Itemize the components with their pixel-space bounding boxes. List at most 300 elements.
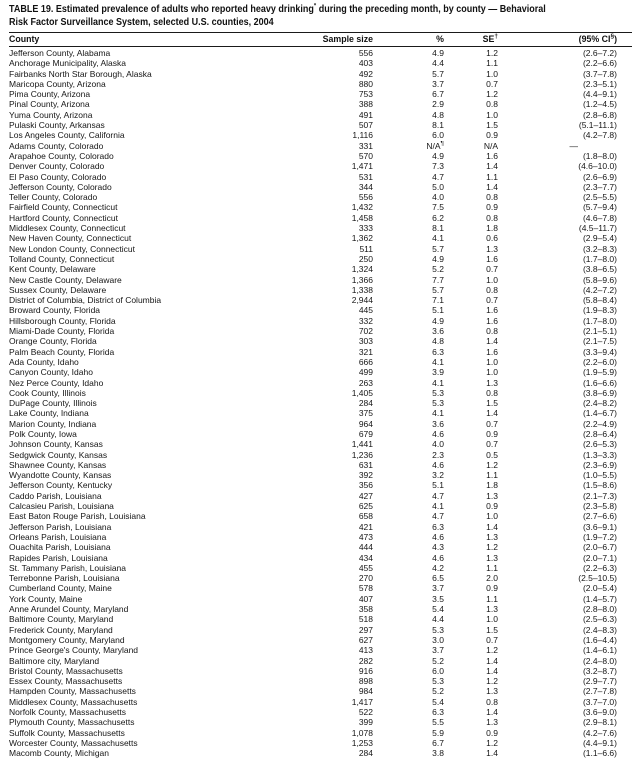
table-row bbox=[9, 182, 632, 192]
percent-cell: 4.9 bbox=[432, 150, 444, 161]
table-row bbox=[9, 501, 632, 511]
county-cell: Hillsborough County, Florida bbox=[9, 315, 116, 326]
table-row bbox=[9, 47, 632, 59]
percent-cell: 4.6 bbox=[432, 531, 444, 542]
sample-size-cell: 492 bbox=[358, 68, 373, 79]
ci-cell: (2.6–6.9) bbox=[582, 171, 617, 182]
ci-cell: (2.9–8.1) bbox=[582, 717, 617, 728]
table-row bbox=[9, 666, 632, 676]
ci-cell: (2.1–5.1) bbox=[582, 326, 617, 337]
county-cell: Tolland County, Connecticut bbox=[9, 253, 115, 264]
se-cell: 0.8 bbox=[486, 212, 498, 223]
table-row bbox=[9, 233, 632, 243]
table-row bbox=[9, 367, 632, 377]
sample-size-cell: 1,078 bbox=[351, 727, 373, 738]
county-cell: Middlesex County, Connecticut bbox=[9, 223, 126, 234]
se-cell: 1.5 bbox=[486, 624, 498, 635]
sample-size-cell: 356 bbox=[358, 480, 373, 491]
percent-cell: 4.1 bbox=[432, 501, 444, 512]
sample-size-cell: 570 bbox=[358, 150, 373, 161]
se-cell: 1.6 bbox=[486, 315, 498, 326]
percent-cell: 3.7 bbox=[432, 645, 444, 656]
sample-size-cell: 250 bbox=[358, 253, 373, 264]
se-cell: 1.3 bbox=[486, 243, 498, 254]
percent-cell: 5.7 bbox=[432, 243, 444, 254]
ci-cell: (3.6–9.1) bbox=[582, 521, 617, 532]
sample-size-cell: 1,417 bbox=[351, 696, 373, 707]
table-row bbox=[9, 553, 632, 563]
sample-size-cell: 556 bbox=[358, 48, 373, 58]
se-cell: 0.7 bbox=[486, 634, 498, 645]
table-row bbox=[9, 130, 632, 140]
ci-cell: (4.2–7.2) bbox=[582, 284, 617, 295]
county-cell: Palm Beach County, Florida bbox=[9, 346, 115, 357]
sample-size-cell: 434 bbox=[358, 552, 373, 563]
ci-cell: (1.4–6.1) bbox=[582, 645, 617, 656]
se-cell: 1.1 bbox=[486, 58, 498, 69]
se-cell: 1.4 bbox=[486, 665, 498, 676]
se-cell: 0.7 bbox=[486, 418, 498, 429]
ci-cell: (2.5–10.5) bbox=[578, 573, 617, 584]
percent-cell: 5.7 bbox=[432, 284, 444, 295]
table-row bbox=[9, 141, 632, 151]
ci-cell: (4.6–7.8) bbox=[582, 212, 617, 223]
table-row bbox=[9, 69, 632, 79]
ci-cell: (1.9–5.9) bbox=[582, 367, 617, 378]
sample-size-cell: 399 bbox=[358, 717, 373, 728]
table-row bbox=[9, 419, 632, 429]
ci-cell: (1.4–5.7) bbox=[582, 593, 617, 604]
table-row bbox=[9, 635, 632, 645]
table-row bbox=[9, 213, 632, 223]
percent-cell: 3.7 bbox=[432, 583, 444, 594]
sample-size-cell: 1,458 bbox=[351, 212, 373, 223]
sample-size-cell: 321 bbox=[358, 346, 373, 357]
percent-cell: 4.1 bbox=[432, 377, 444, 388]
percent-cell: 7.3 bbox=[432, 161, 444, 172]
table-row bbox=[9, 676, 632, 686]
county-cell: Plymouth County, Massachusetts bbox=[9, 717, 135, 728]
table-row bbox=[9, 686, 632, 696]
se-cell: 1.2 bbox=[486, 737, 498, 748]
ci-cell: (2.3–6.9) bbox=[582, 459, 617, 470]
county-cell: Ouachita Parish, Louisiana bbox=[9, 542, 111, 553]
county-cell: Worcester County, Massachusetts bbox=[9, 737, 138, 748]
county-cell: Fairbanks North Star Borough, Alaska bbox=[9, 68, 152, 79]
table-row bbox=[9, 563, 632, 573]
county-cell: Los Angeles County, California bbox=[9, 130, 125, 141]
percent-cell: 7.7 bbox=[432, 274, 444, 285]
se-cell: 1.0 bbox=[486, 274, 498, 285]
ci-cell: (1.6–4.4) bbox=[582, 634, 617, 645]
percent-cell: 5.0 bbox=[432, 181, 444, 192]
ci-cell: (1.7–8.0) bbox=[582, 253, 617, 264]
ci-cell: (2.2–6.0) bbox=[582, 356, 617, 367]
se-cell: 0.9 bbox=[486, 130, 498, 141]
percent-cell: 4.7 bbox=[432, 490, 444, 501]
percent-cell: 4.6 bbox=[432, 552, 444, 563]
percent-cell: 4.8 bbox=[432, 109, 444, 120]
sample-size-cell: 984 bbox=[358, 686, 373, 697]
sample-size-cell: 455 bbox=[358, 562, 373, 573]
percent-cell: 3.6 bbox=[432, 418, 444, 429]
county-cell: Sussex County, Delaware bbox=[9, 284, 107, 295]
county-cell: Macomb County, Michigan bbox=[9, 748, 109, 759]
county-cell: Teller County, Colorado bbox=[9, 192, 98, 203]
table-row bbox=[9, 717, 632, 727]
table-row bbox=[9, 192, 632, 202]
table-row bbox=[9, 79, 632, 89]
ci-cell: (1.9–7.2) bbox=[582, 531, 617, 542]
percent-cell: 5.3 bbox=[432, 624, 444, 635]
sample-size-cell: 518 bbox=[358, 614, 373, 625]
table-title-text-continued: during the preceding month, by county — Behavioral bbox=[316, 4, 546, 15]
table-row bbox=[9, 120, 632, 130]
county-cell: Arapahoe County, Colorado bbox=[9, 150, 114, 161]
percent-cell: 4.1 bbox=[432, 233, 444, 244]
sample-size-cell: 332 bbox=[358, 315, 373, 326]
percent-cell: 4.8 bbox=[432, 336, 444, 347]
county-cell: Adams County, Colorado bbox=[9, 140, 104, 151]
sample-size-cell: 625 bbox=[358, 501, 373, 512]
county-cell: Pulaski County, Arkansas bbox=[9, 120, 105, 131]
table-title-line1 bbox=[9, 4, 570, 17]
percent-cell: 6.2 bbox=[432, 212, 444, 223]
se-cell: 1.4 bbox=[486, 336, 498, 347]
county-cell: Hartford County, Connecticut bbox=[9, 212, 118, 223]
table-row bbox=[9, 707, 632, 717]
ci-cell: (2.1–7.5) bbox=[582, 336, 617, 347]
table-row bbox=[9, 728, 632, 738]
county-cell: Broward County, Florida bbox=[9, 305, 101, 316]
sample-size-cell: 880 bbox=[358, 78, 373, 89]
county-cell: Johnson County, Kansas bbox=[9, 439, 103, 450]
ci-cell: (5.1–11.1) bbox=[578, 120, 617, 131]
percent-cell: 5.4 bbox=[432, 604, 444, 615]
county-cell: Orleans Parish, Louisiana bbox=[9, 531, 107, 542]
county-cell: Middlesex County, Massachusetts bbox=[9, 696, 138, 707]
table-row bbox=[9, 110, 632, 120]
se-cell: 1.2 bbox=[486, 676, 498, 687]
county-cell: Baltimore city, Maryland bbox=[9, 655, 100, 666]
table-row bbox=[9, 625, 632, 635]
ci-cell: (3.7–7.0) bbox=[582, 696, 617, 707]
table-row bbox=[9, 326, 632, 336]
table-row bbox=[9, 439, 632, 449]
column-header-ci: (95% CI§) bbox=[498, 33, 632, 47]
column-header-county: County bbox=[9, 33, 259, 47]
table-row bbox=[9, 388, 632, 398]
county-cell: Anne Arundel County, Maryland bbox=[9, 604, 129, 615]
sample-size-cell: 444 bbox=[358, 542, 373, 553]
percent-cell: 5.2 bbox=[432, 264, 444, 275]
county-cell: Prince George's County, Maryland bbox=[9, 645, 139, 656]
sample-size-cell: 1,253 bbox=[351, 737, 373, 748]
se-cell: 1.2 bbox=[486, 542, 498, 553]
percent-cell: 8.1 bbox=[432, 120, 444, 131]
ci-cell: (1.0–5.5) bbox=[582, 470, 617, 481]
ci-cell: (2.5–5.5) bbox=[582, 192, 617, 203]
se-cell: 1.5 bbox=[486, 398, 498, 409]
footnote-marker-se: † bbox=[494, 33, 498, 41]
county-cell: El Paso County, Colorado bbox=[9, 171, 107, 182]
sample-size-cell: 445 bbox=[358, 305, 373, 316]
percent-cell: 5.2 bbox=[432, 686, 444, 697]
table-row bbox=[9, 99, 632, 109]
se-cell: 1.1 bbox=[486, 171, 498, 182]
ci-cell: (5.8–9.6) bbox=[582, 274, 617, 285]
ci-cell: (1.7–8.0) bbox=[582, 315, 617, 326]
table-row bbox=[9, 450, 632, 460]
sample-size-cell: 702 bbox=[358, 326, 373, 337]
ci-cell: (2.0–6.7) bbox=[582, 542, 617, 553]
county-cell: Yuma County, Arizona bbox=[9, 109, 93, 120]
county-cell: New Haven County, Connecticut bbox=[9, 233, 132, 244]
table-row bbox=[9, 285, 632, 295]
percent-cell: 5.2 bbox=[432, 655, 444, 666]
percent-cell: 4.7 bbox=[432, 511, 444, 522]
sample-size-cell: 499 bbox=[358, 367, 373, 378]
county-cell: Baltimore County, Maryland bbox=[9, 614, 114, 625]
sample-size-cell: 627 bbox=[358, 634, 373, 645]
table-row bbox=[9, 429, 632, 439]
se-cell: 1.3 bbox=[486, 552, 498, 563]
percent-cell: 4.0 bbox=[432, 439, 444, 450]
sample-size-cell: 1,116 bbox=[352, 130, 373, 141]
sample-size-cell: 507 bbox=[358, 120, 373, 131]
footnote-marker-pilcrow: ¶ bbox=[440, 140, 444, 147]
table-row bbox=[9, 223, 632, 233]
se-cell: 2.0 bbox=[486, 573, 498, 584]
table-row bbox=[9, 748, 632, 758]
percent-cell: 3.5 bbox=[432, 593, 444, 604]
se-cell: 1.3 bbox=[486, 604, 498, 615]
se-cell: 1.8 bbox=[486, 223, 498, 234]
sample-size-cell: 407 bbox=[358, 593, 373, 604]
table-row bbox=[9, 470, 632, 480]
county-cell: Montgomery County, Maryland bbox=[9, 634, 125, 645]
percent-cell: 4.1 bbox=[432, 408, 444, 419]
sample-size-cell: 1,471 bbox=[351, 161, 373, 172]
sample-size-cell: 403 bbox=[358, 58, 373, 69]
se-cell: 0.8 bbox=[486, 99, 498, 110]
se-cell: 1.4 bbox=[486, 161, 498, 172]
percent-cell: 3.9 bbox=[432, 367, 444, 378]
se-cell: 1.0 bbox=[486, 68, 498, 79]
percent-cell: 8.1 bbox=[432, 223, 444, 234]
sample-size-cell: 916 bbox=[358, 665, 373, 676]
se-cell: 1.3 bbox=[486, 377, 498, 388]
percent-cell: 4.4 bbox=[432, 58, 444, 69]
county-cell: Orange County, Florida bbox=[9, 336, 97, 347]
sample-size-cell: 358 bbox=[358, 604, 373, 615]
percent-cell: 5.3 bbox=[432, 398, 444, 409]
sample-size-cell: 1,338 bbox=[351, 284, 373, 295]
se-cell: 0.5 bbox=[486, 449, 498, 460]
se-cell: 1.4 bbox=[486, 748, 498, 759]
table-row bbox=[9, 697, 632, 707]
ci-cell: (2.3–5.1) bbox=[582, 78, 617, 89]
county-cell: District of Columbia, District of Columbia bbox=[9, 295, 162, 306]
table-row bbox=[9, 594, 632, 604]
sample-size-cell: 333 bbox=[358, 223, 373, 234]
sample-size-cell: 964 bbox=[358, 418, 373, 429]
sample-size-cell: 421 bbox=[358, 521, 373, 532]
ci-cell: (3.8–6.9) bbox=[582, 387, 617, 398]
se-cell: 1.1 bbox=[486, 470, 498, 481]
table-row bbox=[9, 511, 632, 521]
county-cell: Lake County, Indiana bbox=[9, 408, 89, 419]
sample-size-cell: 1,236 bbox=[351, 449, 373, 460]
se-cell: 1.4 bbox=[486, 521, 498, 532]
percent-cell: 5.5 bbox=[432, 717, 444, 728]
ci-cell: (3.7–7.8) bbox=[582, 68, 617, 79]
county-cell: Pima County, Arizona bbox=[9, 89, 91, 100]
sample-size-cell: 658 bbox=[358, 511, 373, 522]
ci-cell: (2.7–7.8) bbox=[582, 686, 617, 697]
se-cell: 1.1 bbox=[486, 593, 498, 604]
se-cell: 0.7 bbox=[486, 295, 498, 306]
sample-size-cell: 413 bbox=[358, 645, 373, 656]
table-row bbox=[9, 244, 632, 254]
se-cell: 0.8 bbox=[486, 387, 498, 398]
sample-size-cell: 753 bbox=[358, 89, 373, 100]
se-cell: 1.4 bbox=[486, 655, 498, 666]
county-cell: Marion County, Indiana bbox=[9, 418, 97, 429]
se-cell: 0.8 bbox=[486, 326, 498, 337]
ci-cell: — bbox=[569, 140, 578, 151]
table-header bbox=[9, 33, 632, 47]
county-cell: Hampden County, Massachusetts bbox=[9, 686, 136, 697]
se-cell: 0.7 bbox=[486, 78, 498, 89]
ci-cell: (2.6–5.3) bbox=[582, 439, 617, 450]
percent-cell: 4.7 bbox=[432, 171, 444, 182]
table-row bbox=[9, 161, 632, 171]
table-row bbox=[9, 645, 632, 655]
sample-size-cell: 344 bbox=[358, 181, 373, 192]
ci-cell: (1.3–3.3) bbox=[582, 449, 617, 460]
percent-cell: 6.3 bbox=[432, 521, 444, 532]
county-cell: Kent County, Delaware bbox=[9, 264, 96, 275]
se-cell: 1.3 bbox=[486, 686, 498, 697]
table-row bbox=[9, 254, 632, 264]
se-cell: 1.4 bbox=[486, 408, 498, 419]
county-cell: Wyandotte County, Kansas bbox=[9, 470, 112, 481]
sample-size-cell: 666 bbox=[358, 356, 373, 367]
se-cell: 1.2 bbox=[486, 645, 498, 656]
ci-cell: (2.5–6.3) bbox=[582, 614, 617, 625]
table-row bbox=[9, 656, 632, 666]
ci-cell: (4.5–11.7) bbox=[578, 223, 617, 234]
county-cell: Cumberland County, Maine bbox=[9, 583, 112, 594]
sample-size-cell: 556 bbox=[358, 192, 373, 203]
sample-size-cell: 631 bbox=[358, 459, 373, 470]
county-cell: Shawnee County, Kansas bbox=[9, 459, 107, 470]
county-cell: Cook County, Illinois bbox=[9, 387, 86, 398]
ci-cell: (1.6–6.6) bbox=[582, 377, 617, 388]
ci-cell: (2.2–6.3) bbox=[582, 562, 617, 573]
table-row bbox=[9, 347, 632, 357]
table-row bbox=[9, 336, 632, 346]
se-cell: 1.4 bbox=[486, 181, 498, 192]
table-row bbox=[9, 151, 632, 161]
county-cell: New Castle County, Delaware bbox=[9, 274, 122, 285]
se-cell: 0.9 bbox=[486, 428, 498, 439]
percent-cell: 6.0 bbox=[432, 665, 444, 676]
se-cell: 1.6 bbox=[486, 305, 498, 316]
table-title-line2: Risk Factor Surveillance System, selected U.S. counties, 2004 bbox=[9, 16, 274, 28]
county-cell: Canyon County, Idaho bbox=[9, 367, 93, 378]
county-cell: East Baton Rouge Parish, Louisiana bbox=[9, 511, 146, 522]
ci-cell: (2.1–7.3) bbox=[582, 490, 617, 501]
percent-cell: 7.5 bbox=[432, 202, 444, 213]
ci-cell: (4.2–7.6) bbox=[582, 727, 617, 738]
sample-size-cell: 1,432 bbox=[351, 202, 373, 213]
table-row bbox=[9, 305, 632, 315]
column-header-sample-size: Sample size bbox=[259, 33, 373, 47]
ci-cell: (2.8–6.8) bbox=[582, 109, 617, 120]
se-cell: 1.0 bbox=[486, 511, 498, 522]
county-cell: Terrebonne Parish, Louisiana bbox=[9, 573, 120, 584]
ci-cell: (3.2–8.3) bbox=[582, 243, 617, 254]
ci-cell: (1.2–4.5) bbox=[582, 99, 617, 110]
sample-size-cell: 1,405 bbox=[351, 387, 373, 398]
se-cell: 1.6 bbox=[486, 150, 498, 161]
se-cell: 0.9 bbox=[486, 583, 498, 594]
ci-cell: (2.0–7.1) bbox=[582, 552, 617, 563]
percent-cell: 3.0 bbox=[432, 634, 444, 645]
percent-cell: 4.6 bbox=[432, 428, 444, 439]
ci-cell: (4.4–9.1) bbox=[582, 89, 617, 100]
county-cell: Essex County, Massachusetts bbox=[9, 676, 123, 687]
table-row bbox=[9, 573, 632, 583]
ci-cell: (2.4–8.0) bbox=[582, 655, 617, 666]
sample-size-cell: 531 bbox=[358, 171, 373, 182]
county-cell: Jefferson County, Kentucky bbox=[9, 480, 113, 491]
table-row bbox=[9, 58, 632, 68]
percent-cell: 6.3 bbox=[432, 707, 444, 717]
se-cell: 0.6 bbox=[486, 233, 498, 244]
percent-cell: 4.4 bbox=[432, 614, 444, 625]
se-cell: 0.8 bbox=[486, 284, 498, 295]
se-cell: N/A bbox=[483, 140, 498, 151]
table-title bbox=[9, 4, 632, 29]
ci-cell: (5.7–9.4) bbox=[582, 202, 617, 213]
se-cell: 1.3 bbox=[486, 490, 498, 501]
column-header-percent: % bbox=[373, 33, 444, 47]
county-cell: Frederick County, Maryland bbox=[9, 624, 113, 635]
prevalence-table bbox=[9, 32, 632, 758]
ci-cell: (1.4–6.7) bbox=[582, 408, 617, 419]
county-cell: DuPage County, Illinois bbox=[9, 398, 97, 409]
se-cell: 1.3 bbox=[486, 531, 498, 542]
county-cell: Suffolk County, Massachusetts bbox=[9, 727, 125, 738]
table-row bbox=[9, 408, 632, 418]
county-cell: Rapides Parish, Louisiana bbox=[9, 552, 108, 563]
percent-cell: 6.7 bbox=[432, 89, 444, 100]
county-cell: Nez Perce County, Idaho bbox=[9, 377, 104, 388]
se-cell: 1.0 bbox=[486, 367, 498, 378]
ci-cell: (2.4–8.3) bbox=[582, 624, 617, 635]
county-cell: Miami-Dade County, Florida bbox=[9, 326, 115, 337]
ci-cell: (5.8–8.4) bbox=[582, 295, 617, 306]
county-cell: Anchorage Municipality, Alaska bbox=[9, 58, 127, 69]
percent-cell: 6.0 bbox=[432, 130, 444, 141]
percent-cell: 3.6 bbox=[432, 326, 444, 337]
se-cell: 1.0 bbox=[486, 356, 498, 367]
ci-cell: (3.3–9.4) bbox=[582, 346, 617, 357]
percent-cell: 4.1 bbox=[432, 356, 444, 367]
